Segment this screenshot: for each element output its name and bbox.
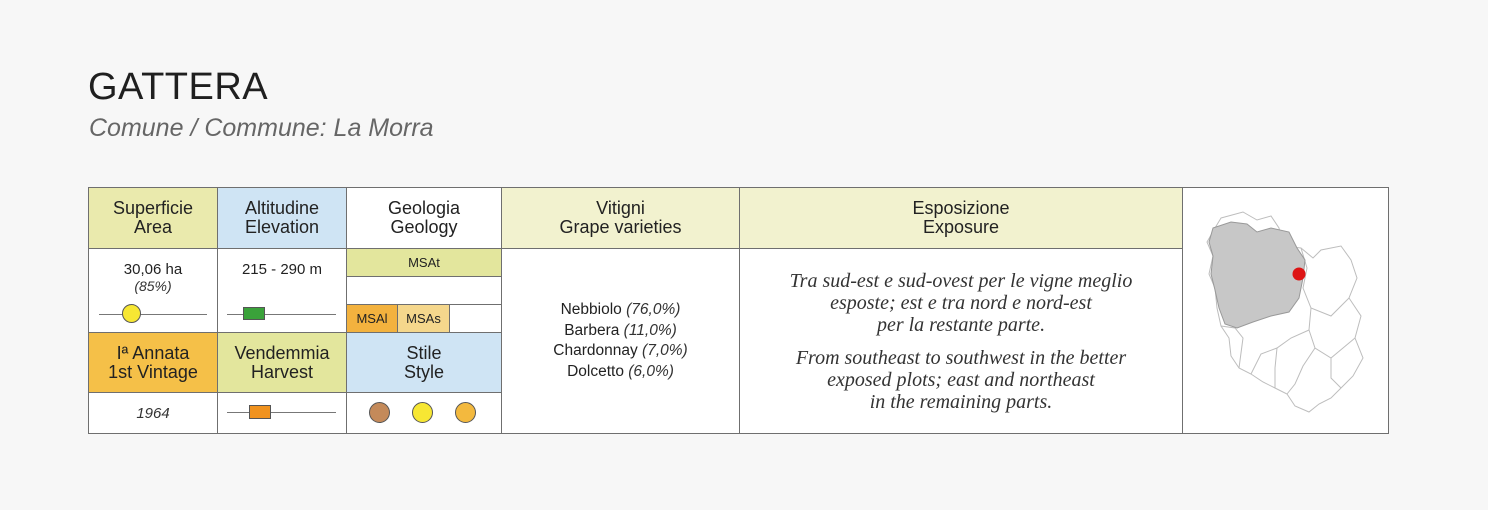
variety-name: Dolcetto — [567, 362, 624, 380]
variety-dolcetto — [567, 362, 674, 383]
harvest-scale-line — [227, 412, 336, 413]
geology-msal: MSAl — [356, 311, 388, 326]
geology-msat-cell — [346, 248, 501, 276]
harvest-level-marker — [249, 405, 271, 419]
vintage-header — [89, 332, 217, 392]
geology-header-it: Geologia — [387, 198, 461, 218]
harvest-header-it: Vendemmia — [234, 342, 330, 363]
exposure-header — [739, 188, 1182, 248]
elevation-header-it: Altitudine — [244, 198, 320, 218]
vintage-value-cell — [89, 392, 217, 433]
geology-header — [346, 188, 501, 248]
area-value-cell — [89, 248, 217, 332]
exposure-italian — [790, 270, 1133, 336]
variety-name: Nebbiolo — [560, 301, 622, 318]
highlighted-commune — [1209, 222, 1305, 328]
geology-blank-cell — [449, 304, 501, 332]
varieties-header-it: Vitigni — [596, 198, 645, 218]
map-border — [1287, 348, 1315, 394]
style-header-it: Stile — [406, 342, 442, 363]
exposure-en-line: exposed plots; east and northeast — [827, 368, 1095, 391]
geology-header-en: Geology — [390, 217, 458, 237]
area-header-en: Area — [133, 217, 173, 237]
location-map-cell — [1182, 188, 1388, 433]
elevation-value-cell — [217, 248, 346, 332]
vintage-header-it: Iª Annata — [116, 342, 190, 363]
style-header — [346, 332, 501, 392]
exposure-en-line: From southeast to southwest in the better — [795, 346, 1127, 369]
geology-msal-cell — [346, 304, 397, 332]
style-dot-brown — [369, 402, 390, 423]
area-level-dot — [122, 304, 141, 323]
geology-msas-cell — [397, 304, 449, 332]
exposure-it-line: Tra sud-est e sud-ovest per le vigne meglio — [789, 269, 1133, 292]
variety-name: Barbera — [564, 321, 620, 339]
variety-name: Chardonnay — [553, 342, 638, 359]
elevation-header-en: Elevation — [244, 217, 320, 237]
variety-nebbiolo — [561, 300, 681, 321]
map-border — [1331, 358, 1341, 388]
varieties-header-en: Grape varieties — [559, 217, 682, 237]
elevation-level-marker — [243, 307, 265, 320]
area-scale-line — [99, 314, 207, 315]
vintage-header-en: 1st Vintage — [108, 361, 198, 382]
exposure-it-line: per la restante parte. — [876, 313, 1046, 336]
area-header-it: Superficie — [112, 198, 194, 218]
varieties-cell — [501, 248, 739, 433]
info-table — [88, 187, 1389, 434]
variety-pct: (7,0%) — [642, 342, 688, 359]
exposure-cell — [739, 248, 1182, 433]
geology-msat: MSAt — [408, 255, 440, 270]
harvest-header-en: Harvest — [250, 361, 313, 382]
map-border — [1251, 330, 1309, 374]
exposure-header-en: Exposure — [922, 217, 1000, 237]
geology-msas: MSAs — [406, 311, 441, 326]
exposure-english — [796, 347, 1126, 413]
variety-barbera — [564, 321, 677, 342]
elevation-value: 215 - 290 m — [241, 261, 323, 278]
area-header — [89, 188, 217, 248]
commune-subtitle: Comune / Commune: La Morra — [89, 114, 434, 142]
page-title: GATTERA — [88, 66, 269, 108]
first-vintage-value: 1964 — [136, 404, 170, 422]
variety-pct: (11,0%) — [623, 321, 677, 339]
style-header-en: Style — [403, 361, 445, 382]
exposure-it-line: esposte; est e tra nord e nord-est — [830, 291, 1092, 314]
style-dot-orange — [455, 402, 476, 423]
map-border — [1221, 326, 1243, 368]
exposure-en-line: in the remaining parts. — [869, 390, 1053, 413]
variety-pct: (76,0%) — [626, 301, 681, 318]
area-value: 30,06 ha — [123, 261, 183, 278]
exposure-header-it: Esposizione — [912, 198, 1010, 218]
variety-chardonnay — [553, 341, 687, 362]
area-percent: (85%) — [134, 278, 172, 294]
vineyard-location-dot — [1292, 268, 1305, 281]
map-border — [1275, 348, 1277, 388]
map-border — [1301, 248, 1349, 316]
varieties-header — [501, 188, 739, 248]
variety-pct: (6,0%) — [628, 362, 674, 380]
geology-empty-cell — [346, 276, 501, 304]
elevation-header — [217, 188, 346, 248]
harvest-header — [217, 332, 346, 392]
style-dot-yellow — [412, 402, 433, 423]
commune-map — [1191, 198, 1381, 423]
